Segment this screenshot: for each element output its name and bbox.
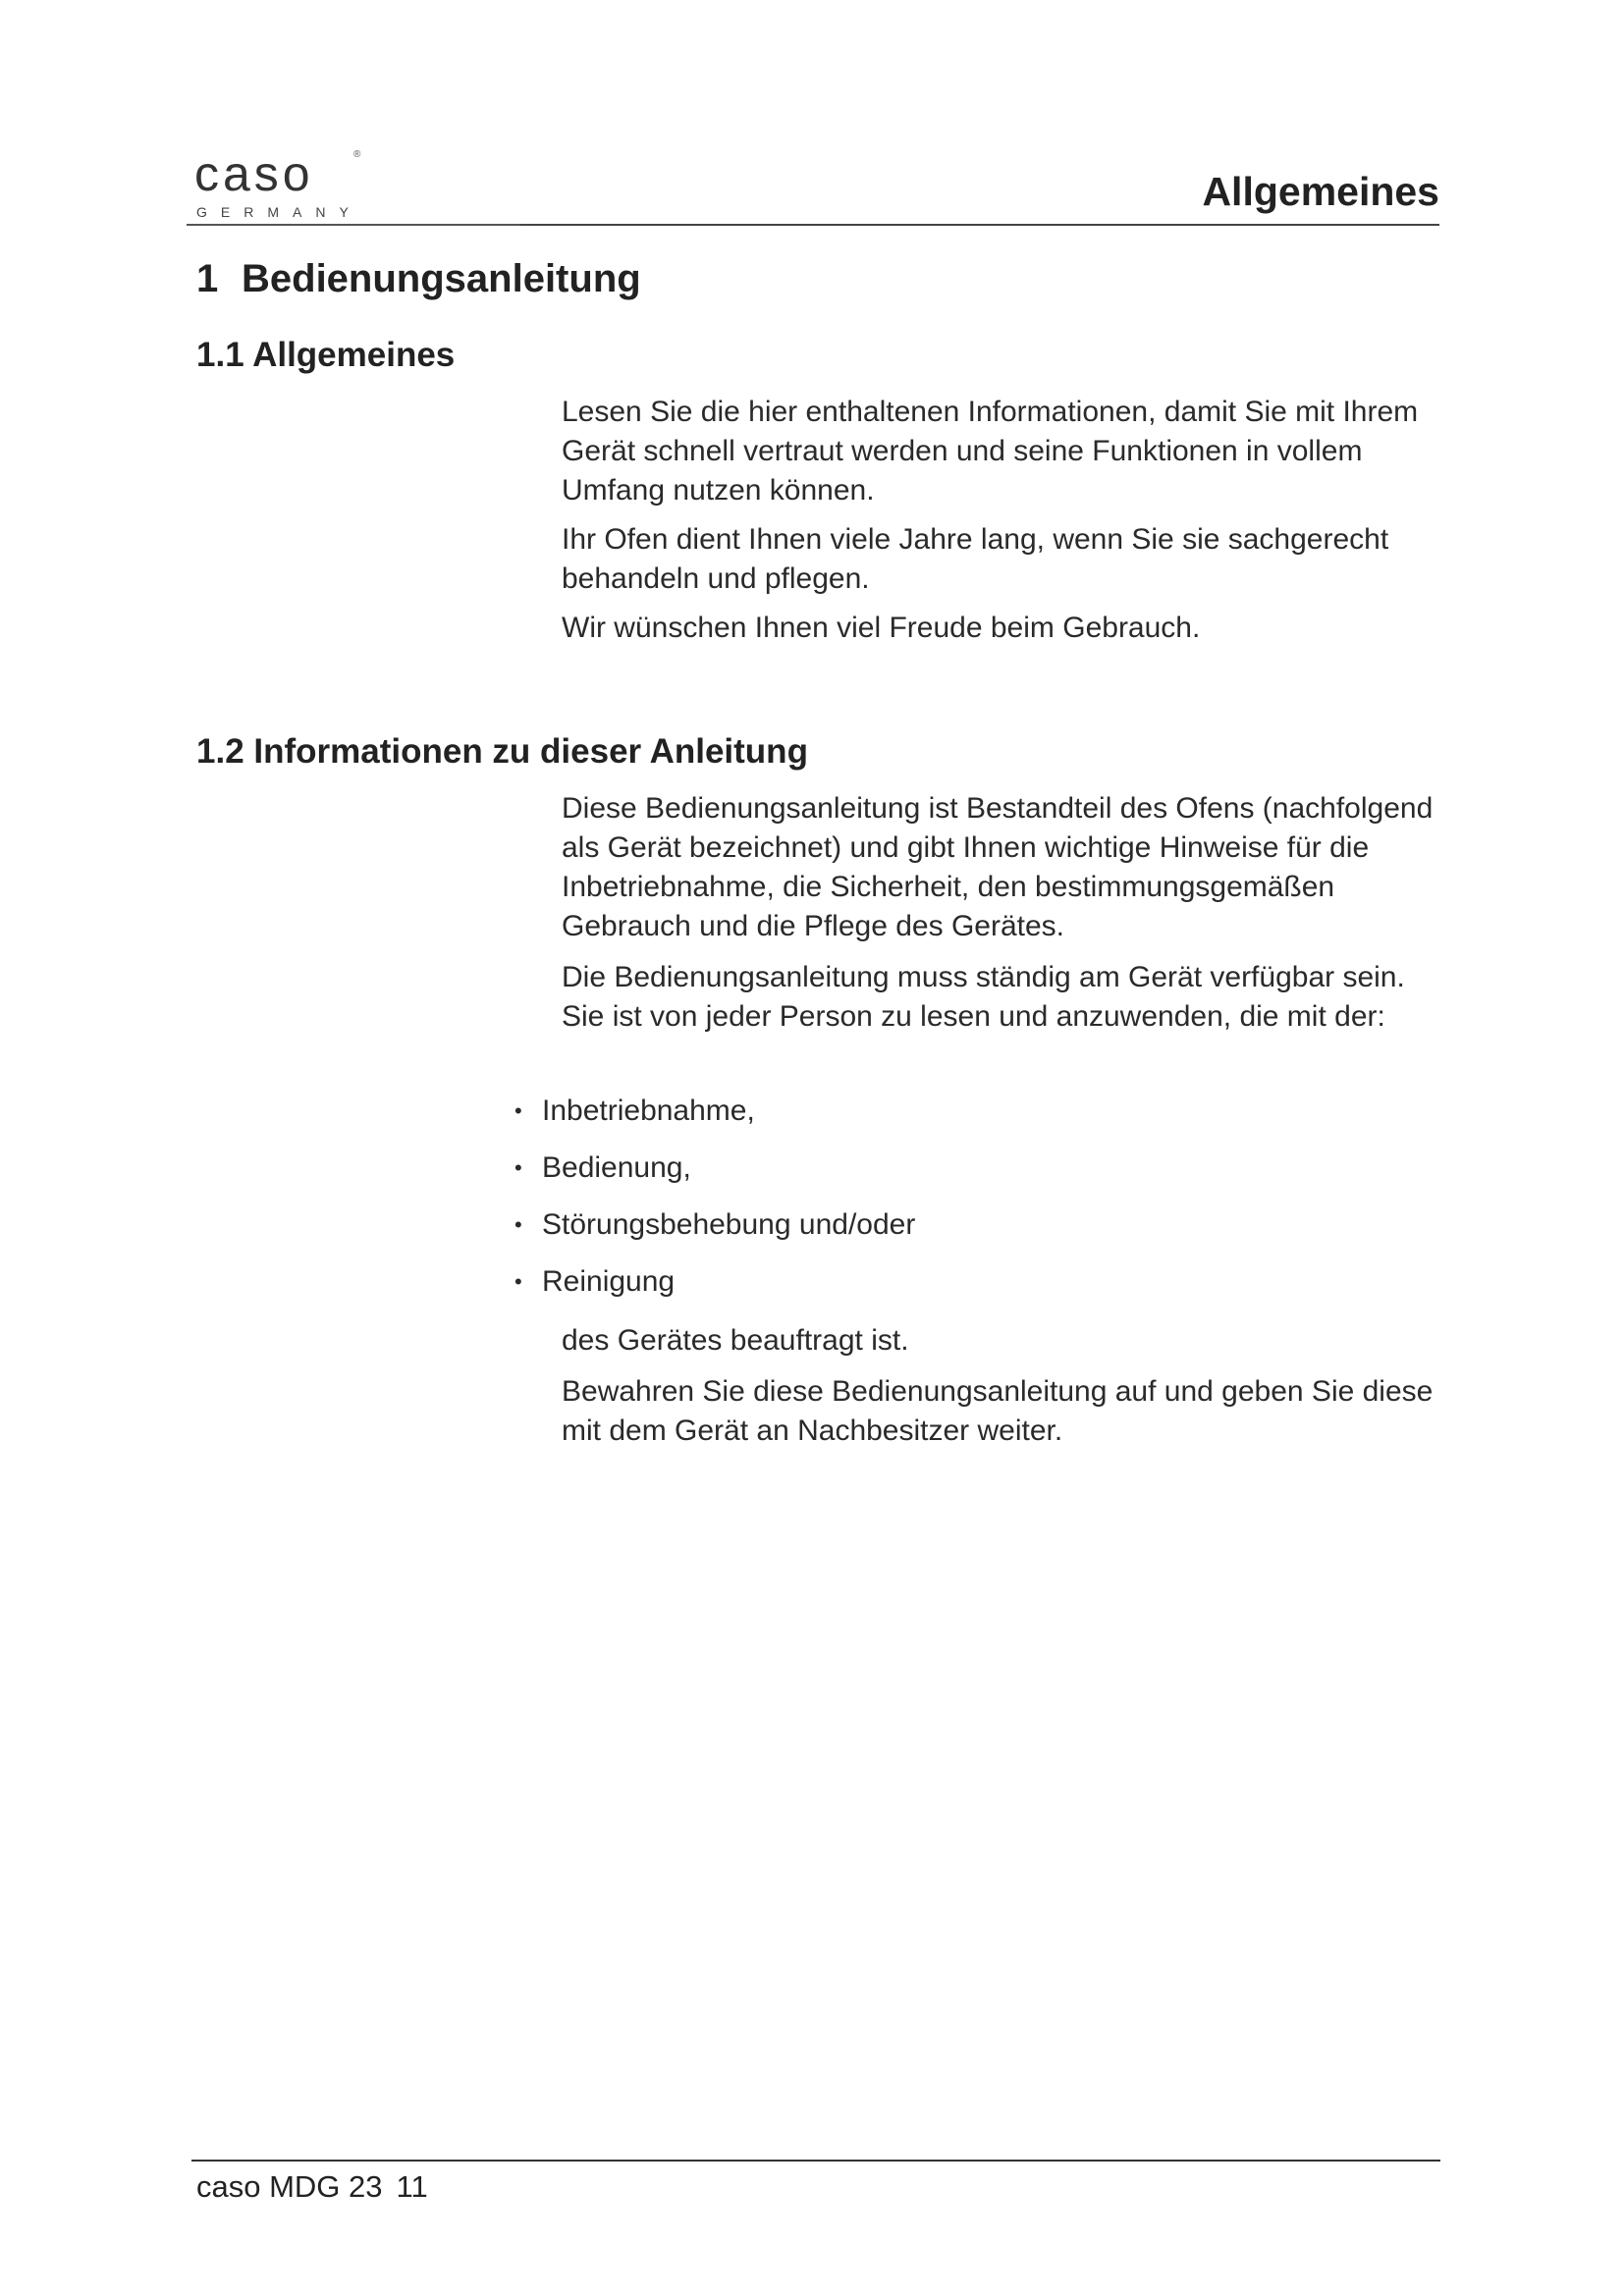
paragraph: Lesen Sie die hier enthaltenen Informationen, damit Sie mit Ihrem Gerät schnell vertraut werden und seine Funktionen in vollem Umfang nutzen können.: [562, 396, 1419, 507]
section-heading-allgemeines: 1.1 Allgemeines: [196, 336, 456, 374]
caso-logo: [187, 128, 383, 226]
running-header-title: Allgemeines: [1202, 169, 1439, 214]
footer-product: caso MDG 23: [196, 2169, 383, 2204]
paragraph: Wir wünschen Ihnen viel Freude beim Gebrauch.: [562, 612, 1201, 644]
section-heading-informationen: 1.2 Informationen zu dieser Anleitung: [196, 732, 808, 771]
chapter-number: 1: [196, 257, 219, 300]
logo-registered-mark: ®: [353, 149, 361, 160]
chapter-title: Bedienungsanleitung: [242, 257, 641, 300]
paragraph: Diese Bedienungsanleitung ist Bestandteil des Ofens (nachfolgend als Gerät bezeichnet) und gibt Ihnen wichtige Hinweise für die Inbetriebnahme, die Sicherheit, den bestimmungsgemäßen Gebrauch und die Pflege des Gerätes.: [562, 792, 1434, 942]
paragraph: Ihr Ofen dient Ihnen viele Jahre lang, wenn Sie sie sachgerecht behandeln und pflegen.: [562, 523, 1389, 595]
list-item-text: Störungsbehebung und/oder: [542, 1208, 916, 1241]
bullet-icon: •: [514, 1269, 522, 1294]
logo-wordmark: caso: [194, 146, 314, 201]
header-rule: [520, 224, 1439, 226]
list-item-text: Bedienung,: [542, 1151, 691, 1184]
paragraph: des Gerätes beauftragt ist.: [562, 1324, 909, 1357]
list-item-text: Reinigung: [542, 1265, 676, 1298]
bullet-icon: •: [514, 1212, 522, 1237]
logo-subtitle: GERMANY: [196, 204, 362, 220]
paragraph: Die Bedienungsanleitung muss ständig am Gerät verfügbar sein. Sie ist von jeder Person zu lesen und anzuwenden, die mit der:: [562, 961, 1405, 1033]
bullet-icon: •: [514, 1098, 522, 1123]
bullet-icon: •: [514, 1155, 522, 1180]
page-number: 11: [396, 2169, 428, 2204]
list-item: [511, 1092, 915, 1148]
list-item: [511, 1262, 915, 1319]
list-item: [511, 1148, 915, 1205]
chapter-heading: [196, 257, 641, 301]
bullet-list: [511, 1092, 915, 1319]
page-footer: [196, 2169, 428, 2205]
footer-rule: [191, 2160, 1440, 2162]
paragraph: Bewahren Sie diese Bedienungsanleitung auf und geben Sie diese mit dem Gerät an Nachbesitzer weiter.: [562, 1375, 1434, 1447]
list-item: [511, 1205, 915, 1262]
list-item-text: Inbetriebnahme,: [542, 1095, 755, 1127]
logo-underline: [187, 224, 520, 226]
